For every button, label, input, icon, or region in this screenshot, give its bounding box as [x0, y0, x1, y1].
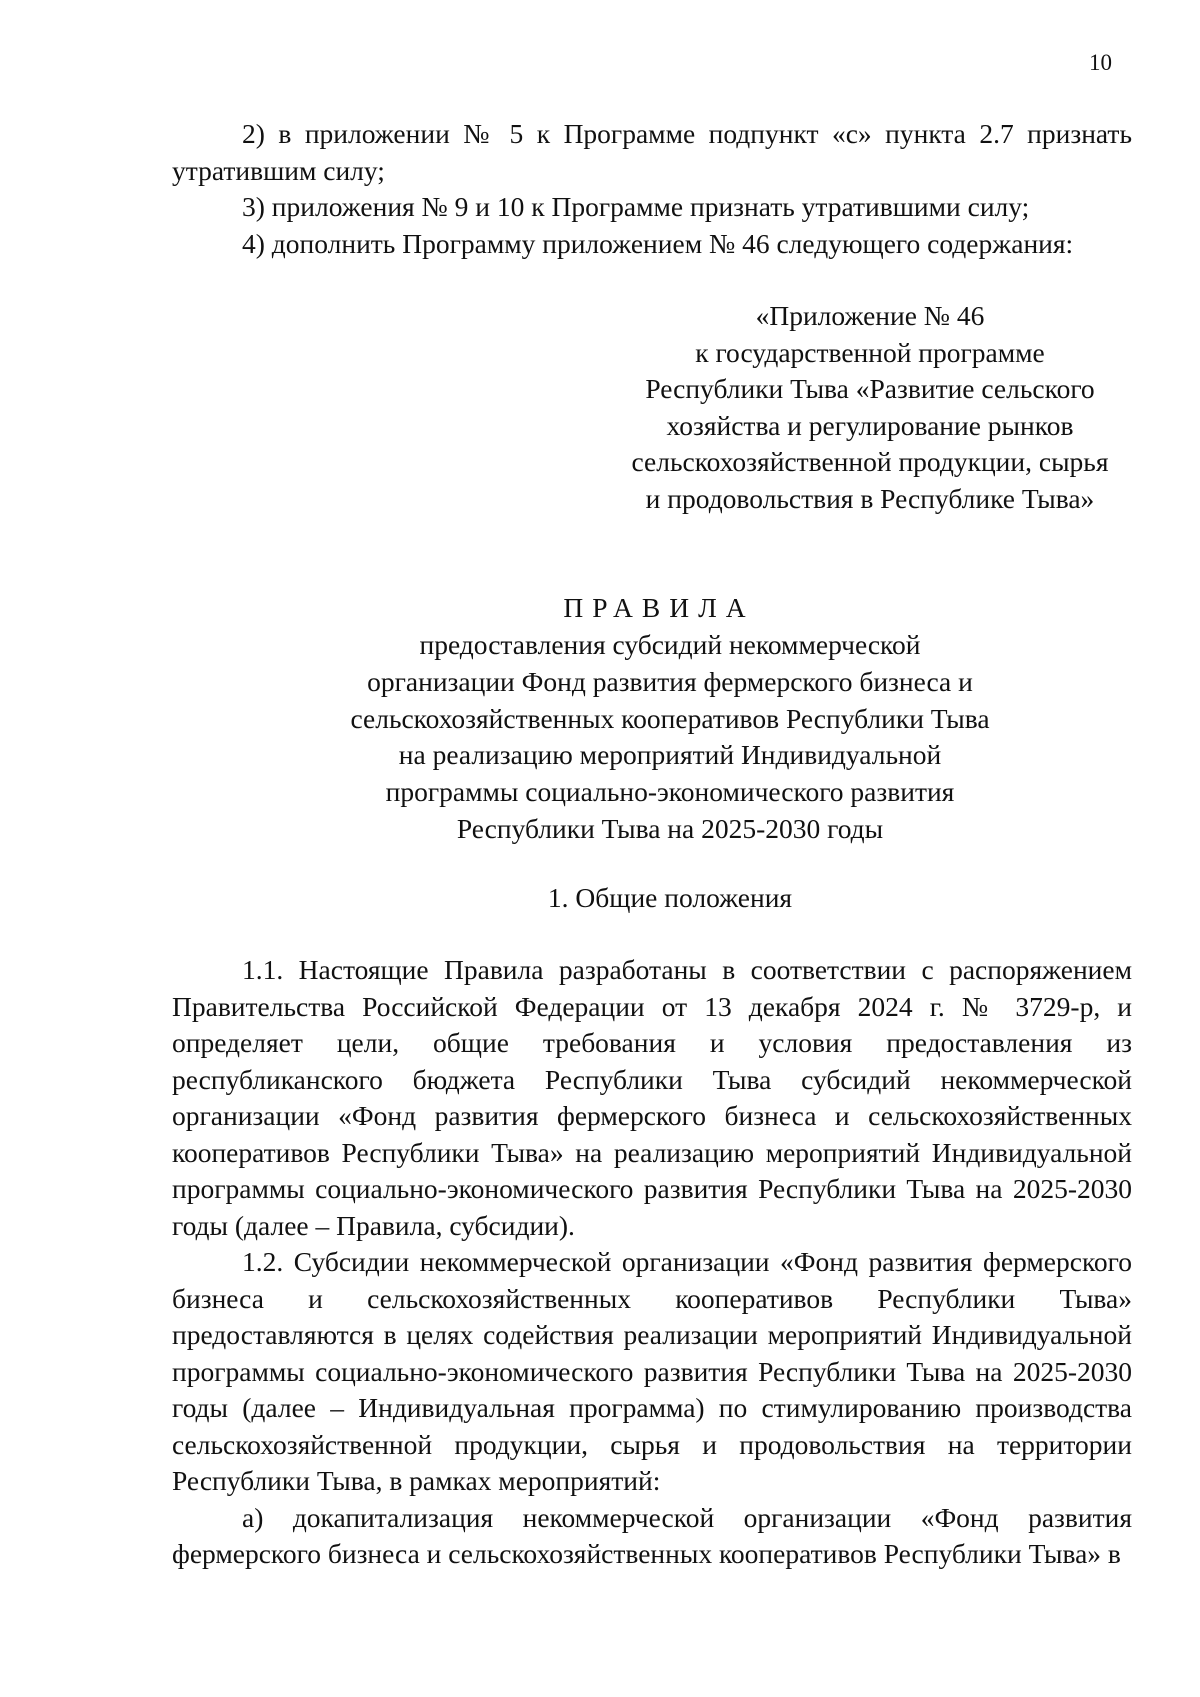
amendment-item: 2) в приложении № 5 к Программе подпункт «с» пункта 2.7 признать утратившим силу; — [172, 118, 1132, 186]
paragraph: 1.2. Субсидии некоммерческой организации «Фонд развития фермерского бизнеса и сельскохозяйственных кооперативов Республики Тыва» предоставляются в целях содействия реализации мероприятий Индивидуальной программы социально-экономического развития Республики Тыва на 2025-2030 годы (далее – Индивидуальная программа) по стимулированию производства сельскохозяйственной продукции, сырья и продовольствия на территории Республики Тыва, в рамках мероприятий: — [172, 1246, 1132, 1496]
rules-subtitle — [120, 627, 1200, 848]
paragraph: 1.1. Настоящие Правила разработаны в соответствии с распоряжением Правительства Российской Федерации от 13 декабря 2024 г. № 3729-р, и определяет цели, общие требования и условия предоставления из республиканского бюджета Республики Тыва субсидий некоммерческой организации «Фонд развития фермерского бизнеса и сельскохозяйственных кооперативов Республики Тыва» на реализацию мероприятий Индивидуальной программы социально-экономического развития Республики Тыва на 2025-2030 годы (далее – Правила, субсидии). — [172, 954, 1132, 1241]
amendment-item: 3) приложения № 9 и 10 к Программе признать утратившими силу; — [242, 191, 1030, 222]
subtitle-line: сельскохозяйственных кооперативов Республики Тыва — [350, 702, 990, 734]
appendix-line: Республики Тыва «Развитие сельского — [645, 373, 1095, 404]
appendix-line: к государственной программе — [695, 336, 1045, 368]
paragraph: а) докапитализация некоммерческой организации «Фонд развития фермерского бизнеса и сельскохозяйственных кооперативов Республики Тыва» в — [172, 1501, 1132, 1569]
section-heading: 1. Общие положения — [547, 882, 793, 913]
appendix-line: «Приложение № 46 — [755, 300, 985, 331]
appendix-line: хозяйства и регулирование рынков — [666, 409, 1074, 441]
amendment-list — [172, 116, 1132, 262]
appendix-header — [560, 298, 1180, 517]
page-number: 10 — [1089, 50, 1112, 75]
appendix-line: сельскохозяйственной продукции, сырья — [631, 446, 1109, 477]
subtitle-line: Республики Тыва на 2025-2030 годы — [456, 812, 884, 844]
subtitle-line: организации Фонд развития фермерского бизнеса и — [367, 665, 973, 697]
section-body — [172, 952, 1132, 1573]
appendix-line: и продовольствия в Республике Тыва» — [645, 482, 1095, 514]
amendment-item: 4) дополнить Программу приложением № 46 следующего содержания: — [242, 227, 1074, 259]
rules-title: ПРАВИЛА — [563, 592, 755, 623]
subtitle-line: на реализацию мероприятий Индивидуальной — [398, 739, 942, 771]
subtitle-line: предоставления субсидий некоммерческой — [419, 629, 921, 660]
subtitle-line: программы социально-экономического развития — [385, 776, 955, 808]
